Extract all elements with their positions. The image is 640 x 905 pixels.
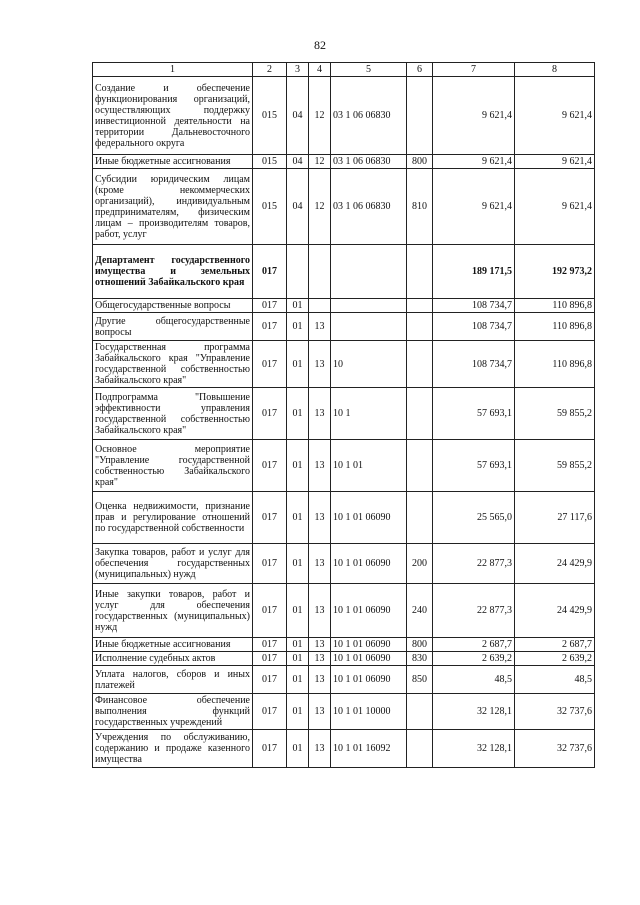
amount-year1-cell: 57 693,1	[433, 388, 515, 440]
target-article-cell	[331, 299, 407, 313]
expense-type-cell: 240	[407, 584, 433, 638]
table-row	[93, 638, 595, 652]
amount-year1-cell: 57 693,1	[433, 440, 515, 492]
amount-year1-cell: 22 877,3	[433, 544, 515, 584]
expense-type-cell: 800	[407, 155, 433, 169]
amount-year2-cell: 9 621,4	[515, 169, 595, 245]
amount-year2-cell: 2 639,2	[515, 652, 595, 666]
subsection-code-cell: 13	[309, 492, 331, 544]
target-article-cell: 10 1 01 16092	[331, 730, 407, 768]
page-number: 82	[314, 38, 326, 52]
table-row	[93, 730, 595, 768]
expense-type-cell: 200	[407, 544, 433, 584]
amount-year2-cell: 9 621,4	[515, 77, 595, 155]
expense-type-cell	[407, 440, 433, 492]
amount-year1-cell: 9 621,4	[433, 77, 515, 155]
subsection-code-cell: 12	[309, 155, 331, 169]
subsection-code-cell: 13	[309, 440, 331, 492]
column-header: 6	[407, 63, 433, 77]
subsection-code-cell: 13	[309, 313, 331, 341]
item-name-cell: Основное мероприятие "Управление государственной собственностью Забайкальского края"	[93, 440, 253, 492]
amount-year1-cell: 189 171,5	[433, 245, 515, 299]
amount-year1-cell: 9 621,4	[433, 169, 515, 245]
expense-type-cell	[407, 492, 433, 544]
expense-type-cell	[407, 299, 433, 313]
section-code-cell: 01	[287, 544, 309, 584]
amount-year1-cell: 22 877,3	[433, 584, 515, 638]
item-name-cell: Подпрограмма "Повышение эффективности управления государственной собственностью Забайкальского края"	[93, 388, 253, 440]
table-row	[93, 666, 595, 694]
amount-year2-cell: 192 973,2	[515, 245, 595, 299]
section-code-cell: 01	[287, 313, 309, 341]
table-row	[93, 245, 595, 299]
column-header: 2	[253, 63, 287, 77]
expense-type-cell: 850	[407, 666, 433, 694]
table-row	[93, 388, 595, 440]
section-code-cell: 04	[287, 155, 309, 169]
budget-table	[92, 62, 595, 768]
subsection-code-cell: 12	[309, 169, 331, 245]
target-article-cell: 10 1	[331, 388, 407, 440]
expense-type-cell: 810	[407, 169, 433, 245]
section-code-cell: 01	[287, 584, 309, 638]
item-name-cell: Закупка товаров, работ и услуг для обеспечения государственных (муниципальных) нужд	[93, 544, 253, 584]
item-name-cell: Департамент государственного имущества и земельных отношений Забайкальского края	[93, 245, 253, 299]
amount-year2-cell: 59 855,2	[515, 440, 595, 492]
expense-type-cell	[407, 77, 433, 155]
column-header: 8	[515, 63, 595, 77]
subsection-code-cell: 13	[309, 638, 331, 652]
item-name-cell: Иные закупки товаров, работ и услуг для обеспечения государственных (муниципальных) нужд	[93, 584, 253, 638]
admin-code-cell: 017	[253, 694, 287, 730]
target-article-cell: 10 1 01 06090	[331, 652, 407, 666]
item-name-cell: Учреждения по обслуживанию, содержанию и продаже казенного имущества	[93, 730, 253, 768]
target-article-cell: 03 1 06 06830	[331, 169, 407, 245]
amount-year2-cell: 110 896,8	[515, 313, 595, 341]
item-name-cell: Исполнение судебных актов	[93, 652, 253, 666]
amount-year1-cell: 2 639,2	[433, 652, 515, 666]
subsection-code-cell: 13	[309, 584, 331, 638]
amount-year2-cell: 9 621,4	[515, 155, 595, 169]
expense-type-cell	[407, 313, 433, 341]
table-row	[93, 652, 595, 666]
target-article-cell: 03 1 06 06830	[331, 155, 407, 169]
amount-year1-cell: 32 128,1	[433, 694, 515, 730]
amount-year1-cell: 108 734,7	[433, 313, 515, 341]
amount-year2-cell: 2 687,7	[515, 638, 595, 652]
section-code-cell: 04	[287, 169, 309, 245]
admin-code-cell: 017	[253, 666, 287, 694]
amount-year2-cell: 110 896,8	[515, 341, 595, 388]
amount-year1-cell: 48,5	[433, 666, 515, 694]
target-article-cell: 10 1 01	[331, 440, 407, 492]
expense-type-cell	[407, 388, 433, 440]
target-article-cell: 10	[331, 341, 407, 388]
section-code-cell	[287, 245, 309, 299]
section-code-cell: 01	[287, 730, 309, 768]
item-name-cell: Финансовое обеспечение выполнения функций государственных учреждений	[93, 694, 253, 730]
section-code-cell: 01	[287, 652, 309, 666]
target-article-cell: 03 1 06 06830	[331, 77, 407, 155]
item-name-cell: Субсидии юридическим лицам (кроме некоммерческих организаций), индивидуальным предпринимателям, физическим лицам – производителям товаров, работ, услуг	[93, 169, 253, 245]
column-header: 3	[287, 63, 309, 77]
table-row	[93, 155, 595, 169]
subsection-code-cell	[309, 245, 331, 299]
subsection-code-cell: 13	[309, 652, 331, 666]
amount-year1-cell: 25 565,0	[433, 492, 515, 544]
subsection-code-cell: 13	[309, 730, 331, 768]
table-row	[93, 584, 595, 638]
table-row	[93, 544, 595, 584]
target-article-cell: 10 1 01 06090	[331, 666, 407, 694]
item-name-cell: Оценка недвижимости, признание прав и регулирование отношений по государственной собственности	[93, 492, 253, 544]
section-code-cell: 01	[287, 638, 309, 652]
expense-type-cell	[407, 245, 433, 299]
admin-code-cell: 017	[253, 652, 287, 666]
column-header: 1	[93, 63, 253, 77]
target-article-cell: 10 1 01 10000	[331, 694, 407, 730]
item-name-cell: Создание и обеспечение функционирования организаций, осуществляющих поддержку инвестиционной деятельности на территории Дальневосточного федерального округа	[93, 77, 253, 155]
admin-code-cell: 017	[253, 341, 287, 388]
column-header: 4	[309, 63, 331, 77]
expense-type-cell	[407, 694, 433, 730]
admin-code-cell: 017	[253, 492, 287, 544]
amount-year2-cell: 59 855,2	[515, 388, 595, 440]
amount-year2-cell: 24 429,9	[515, 544, 595, 584]
item-name-cell: Уплата налогов, сборов и иных платежей	[93, 666, 253, 694]
item-name-cell: Иные бюджетные ассигнования	[93, 155, 253, 169]
table-row	[93, 299, 595, 313]
section-code-cell: 04	[287, 77, 309, 155]
target-article-cell	[331, 313, 407, 341]
subsection-code-cell: 12	[309, 77, 331, 155]
section-code-cell: 01	[287, 694, 309, 730]
table-row	[93, 341, 595, 388]
admin-code-cell: 017	[253, 245, 287, 299]
expense-type-cell: 800	[407, 638, 433, 652]
admin-code-cell: 015	[253, 155, 287, 169]
column-header: 5	[331, 63, 407, 77]
subsection-code-cell	[309, 299, 331, 313]
section-code-cell: 01	[287, 666, 309, 694]
item-name-cell: Государственная программа Забайкальского края "Управление государственной собственностью Забайкальского края"	[93, 341, 253, 388]
table-row	[93, 694, 595, 730]
subsection-code-cell: 13	[309, 666, 331, 694]
item-name-cell: Другие общегосударственные вопросы	[93, 313, 253, 341]
amount-year2-cell: 32 737,6	[515, 694, 595, 730]
amount-year1-cell: 9 621,4	[433, 155, 515, 169]
section-code-cell: 01	[287, 299, 309, 313]
amount-year2-cell: 48,5	[515, 666, 595, 694]
admin-code-cell: 017	[253, 313, 287, 341]
section-code-cell: 01	[287, 440, 309, 492]
amount-year1-cell: 32 128,1	[433, 730, 515, 768]
admin-code-cell: 017	[253, 544, 287, 584]
table-row	[93, 440, 595, 492]
amount-year1-cell: 2 687,7	[433, 638, 515, 652]
target-article-cell: 10 1 01 06090	[331, 584, 407, 638]
admin-code-cell: 017	[253, 440, 287, 492]
target-article-cell: 10 1 01 06090	[331, 544, 407, 584]
expense-type-cell: 830	[407, 652, 433, 666]
admin-code-cell: 015	[253, 77, 287, 155]
admin-code-cell: 017	[253, 638, 287, 652]
admin-code-cell: 017	[253, 299, 287, 313]
item-name-cell: Общегосударственные вопросы	[93, 299, 253, 313]
amount-year2-cell: 110 896,8	[515, 299, 595, 313]
table-row	[93, 77, 595, 155]
item-name-cell: Иные бюджетные ассигнования	[93, 638, 253, 652]
section-code-cell: 01	[287, 492, 309, 544]
amount-year2-cell: 24 429,9	[515, 584, 595, 638]
admin-code-cell: 017	[253, 730, 287, 768]
column-header: 7	[433, 63, 515, 77]
target-article-cell: 10 1 01 06090	[331, 492, 407, 544]
expense-type-cell	[407, 730, 433, 768]
section-code-cell: 01	[287, 341, 309, 388]
admin-code-cell: 017	[253, 388, 287, 440]
amount-year2-cell: 32 737,6	[515, 730, 595, 768]
subsection-code-cell: 13	[309, 544, 331, 584]
amount-year1-cell: 108 734,7	[433, 341, 515, 388]
table-row	[93, 169, 595, 245]
table-header-row	[93, 63, 595, 77]
admin-code-cell: 015	[253, 169, 287, 245]
amount-year1-cell: 108 734,7	[433, 299, 515, 313]
table-row	[93, 313, 595, 341]
admin-code-cell: 017	[253, 584, 287, 638]
subsection-code-cell: 13	[309, 388, 331, 440]
target-article-cell: 10 1 01 06090	[331, 638, 407, 652]
subsection-code-cell: 13	[309, 341, 331, 388]
amount-year2-cell: 27 117,6	[515, 492, 595, 544]
subsection-code-cell: 13	[309, 694, 331, 730]
section-code-cell: 01	[287, 388, 309, 440]
expense-type-cell	[407, 341, 433, 388]
target-article-cell	[331, 245, 407, 299]
table-row	[93, 492, 595, 544]
